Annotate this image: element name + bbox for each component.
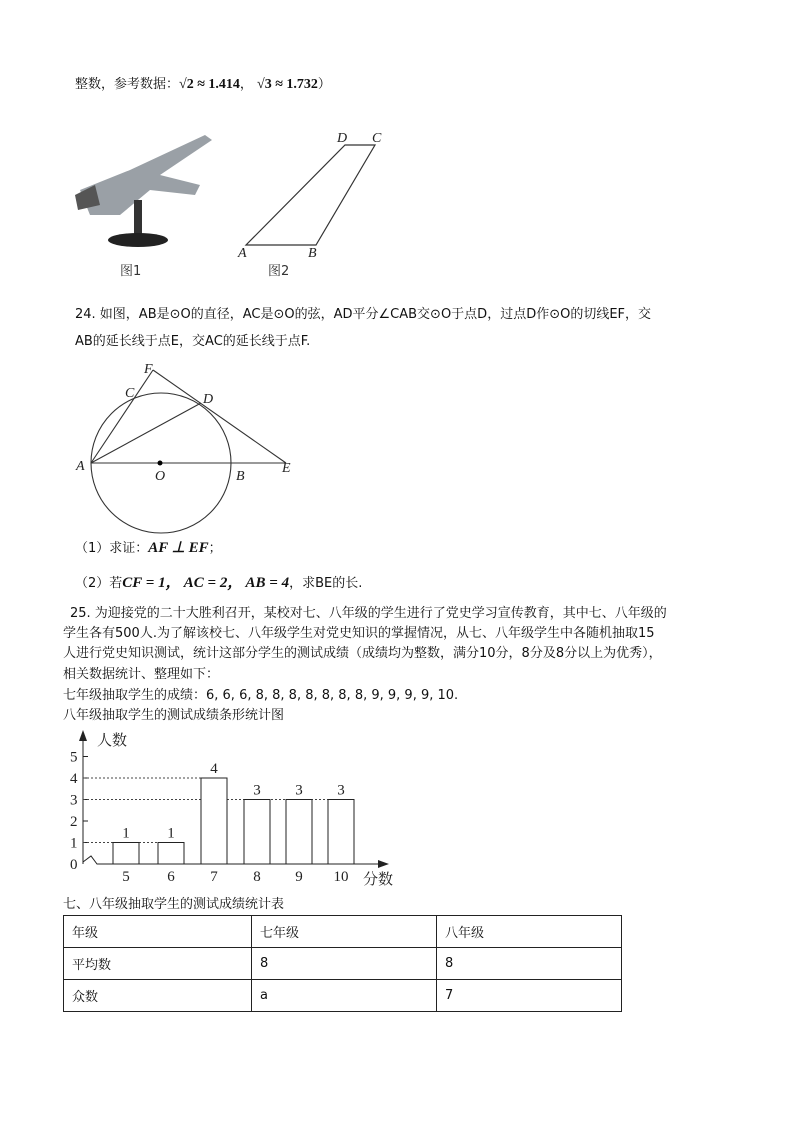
table-cell: 七年级 xyxy=(252,916,437,948)
x-tick-label: 8 xyxy=(253,869,261,885)
x-tick-label: 10 xyxy=(333,869,349,885)
table-cell: 7 xyxy=(437,980,622,1012)
fig1-caption: 图1 xyxy=(120,264,142,279)
intro-line: 整数，参考数据：√2 ≈ 1.414， √3 ≈ 1.732） xyxy=(75,77,331,92)
y-axis-arrow xyxy=(79,730,87,741)
bar-value-label: 3 xyxy=(337,782,345,799)
y-tick-label: 5 xyxy=(70,749,78,766)
q25-line: 学生各有500人.为了解该校七、八年级学生对党史知识的掌握情况，从七、八年级学生中各随机抽取15 xyxy=(63,626,655,641)
table-row xyxy=(64,980,622,1012)
x-axis-arrow xyxy=(378,860,389,868)
bar xyxy=(286,800,312,865)
table-cell: 众数 xyxy=(64,980,252,1012)
table-row xyxy=(64,948,622,980)
q25-line: 七年级抽取学生的成绩：6, 6, 6, 8, 8, 8, 8, 8, 8, 8, 9, 9, 9, 9, 10. xyxy=(63,688,459,703)
table-cell: a xyxy=(252,980,437,1012)
x-tick-label: 6 xyxy=(167,869,175,885)
table-cell: 年级 xyxy=(64,916,252,948)
score-stats-table xyxy=(63,915,622,1012)
bar-value-label: 1 xyxy=(167,825,175,842)
bar-chart xyxy=(70,730,393,888)
table-row xyxy=(64,916,622,948)
label-D: D xyxy=(337,131,348,146)
q25-line: 八年级抽取学生的测试成绩条形统计图 xyxy=(63,708,285,723)
y-tick-label: 4 xyxy=(70,771,78,787)
label-E: E xyxy=(282,461,291,476)
y-axis-label: 人数 xyxy=(97,733,128,749)
y-tick-label: 3 xyxy=(70,792,78,809)
label-A: A xyxy=(238,246,247,261)
bar-value-label: 3 xyxy=(295,782,303,799)
label-O: O xyxy=(155,469,166,484)
label-B: B xyxy=(236,469,245,484)
x-axis-label: 分数 xyxy=(363,872,394,888)
y-tick-label: 1 xyxy=(70,835,78,852)
q25-line: 人进行党史知识测试，统计这部分学生的测试成绩（成绩均为整数，满分10分，8分及8分以上为优秀）， xyxy=(63,646,662,661)
bar xyxy=(158,843,184,865)
y-tick-label: 0 xyxy=(70,857,78,873)
bar xyxy=(328,800,354,865)
parallelogram-figure xyxy=(246,145,375,245)
fig2-caption: 图2 xyxy=(268,264,290,279)
bar xyxy=(113,843,139,865)
x-tick-label: 7 xyxy=(210,869,218,885)
label-A: A xyxy=(76,459,85,474)
x-tick-label: 5 xyxy=(122,869,130,885)
table-cell: 平均数 xyxy=(64,948,252,980)
table-title: 七、八年级抽取学生的测试成绩统计表 xyxy=(63,897,285,912)
table-cell: 八年级 xyxy=(437,916,622,948)
y-tick-label: 2 xyxy=(70,814,78,830)
q24-part2: （2）若CF = 1， AC = 2， AB = 4，求BE的长. xyxy=(75,575,363,591)
q24-line2: AB的延长线于点E，交AC的延长线于点F. xyxy=(75,334,311,349)
circle-figure xyxy=(91,370,286,533)
table-cell: 8 xyxy=(437,948,622,980)
bar xyxy=(244,800,270,865)
label-C: C xyxy=(125,386,135,401)
label-D: D xyxy=(203,392,214,407)
x-tick-label: 9 xyxy=(295,869,303,885)
label-C: C xyxy=(372,131,382,146)
q24-part1: （1）求证：AF ⊥ EF； xyxy=(75,540,222,556)
label-B: B xyxy=(308,246,317,261)
q25-line: 25. 为迎接党的二十大胜利召开，某校对七、八年级的学生进行了党史学习宣传教育，其中七、八年级的 xyxy=(70,606,667,621)
table-cell: 8 xyxy=(252,948,437,980)
bar-value-label: 3 xyxy=(253,782,261,799)
bar xyxy=(201,778,227,864)
label-F: F xyxy=(144,362,153,377)
q24-line1: 24. 如图，AB是⊙O的直径，AC是⊙O的弦，AD平分∠CAB交⊙O于点D，过点D作⊙O的切线EF，交 xyxy=(75,307,652,322)
q25-line: 相关数据统计、整理如下： xyxy=(63,667,220,682)
aircraft-model-image xyxy=(72,130,217,250)
bar-value-label: 1 xyxy=(122,825,130,842)
bar-value-label: 4 xyxy=(210,761,218,777)
